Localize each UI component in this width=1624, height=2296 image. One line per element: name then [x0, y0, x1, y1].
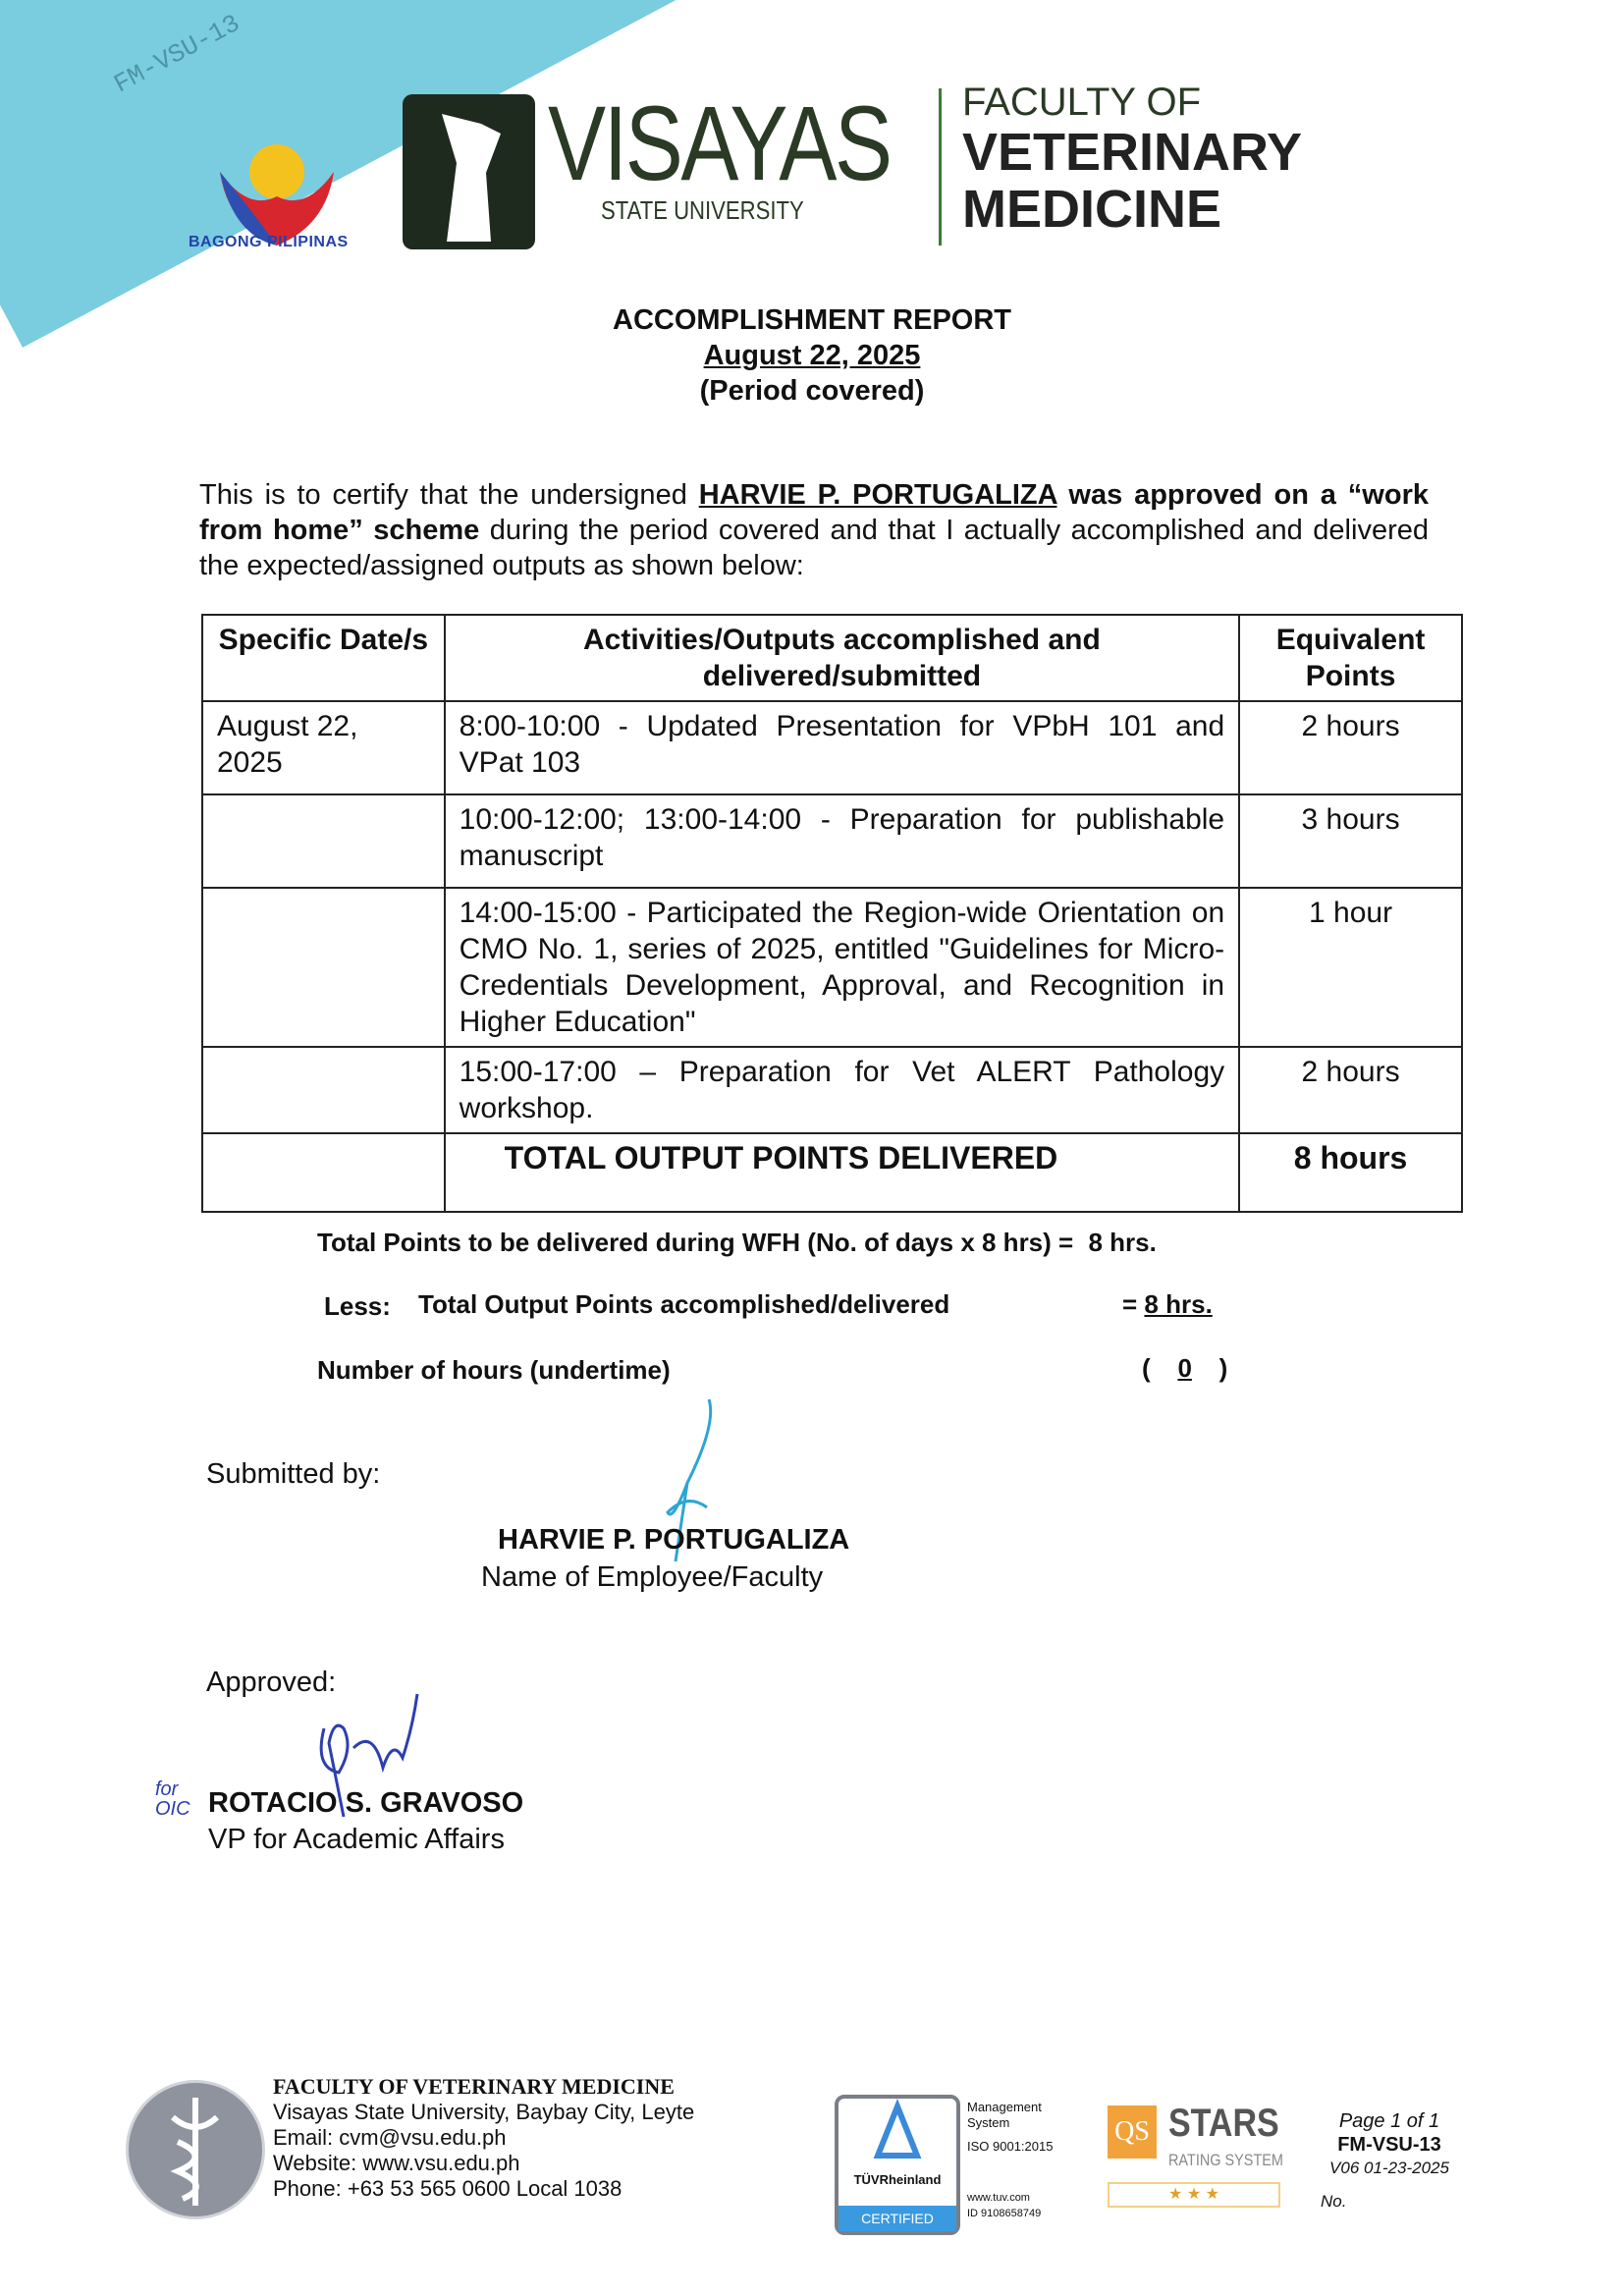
- vsu-logo-mark: [403, 94, 535, 249]
- cert-employee-name: HARVIE P. PORTUGALIZA: [698, 479, 1057, 511]
- tuv-certified-label: CERTIFIED: [839, 2206, 956, 2231]
- row-activity: 8:00-10:00 - Updated Presentation for VPbH 101 and VPat 103: [445, 701, 1239, 794]
- row-activity: 15:00-17:00 – Preparation for Vet ALERT Pathology workshop.: [445, 1047, 1239, 1133]
- employee-name: HARVIE P. PORTUGALIZA: [498, 1524, 850, 1556]
- accomplishment-table: [201, 614, 1463, 1213]
- tuv-triangle-icon: [839, 2099, 956, 2167]
- table-row: [202, 701, 1462, 794]
- bagong-pilipinas-label: BAGONG PILIPINAS: [189, 234, 349, 250]
- footer-email: Email: cvm@vsu.edu.ph: [273, 2125, 507, 2150]
- report-period-label: (Period covered): [699, 375, 925, 407]
- report-title: ACCOMPLISHMENT REPORT: [613, 304, 1011, 336]
- form-no-label: No.: [1321, 2192, 1347, 2211]
- total-label: TOTAL OUTPUT POINTS DELIVERED: [445, 1133, 1239, 1212]
- row-activity: 10:00-12:00; 13:00-14:00 - Preparation for publishable manuscript: [445, 794, 1239, 888]
- footer-contact: [273, 2074, 694, 2202]
- header-divider: [939, 88, 942, 246]
- summary-required-label: Total Points to be delivered during WFH (No. of days x 8 hrs) =: [317, 1228, 1074, 1257]
- table-total-row: [202, 1133, 1462, 1212]
- summary-delivered-eq: =: [1122, 1289, 1138, 1319]
- row-date: [202, 794, 445, 888]
- approver-name: ROTACIO S. GRAVOSO: [208, 1787, 524, 1819]
- footer-address: Visayas State University, Baybay City, Leyte: [273, 2100, 695, 2124]
- tuv-iso: ISO 9001:2015: [967, 2139, 1054, 2154]
- summary-line1: [317, 1228, 1157, 1258]
- summary-undertime-value: 0: [1177, 1353, 1192, 1383]
- row-activity: 14:00-15:00 - Participated the Region-wide Orientation on CMO No. 1, series of 2025, entitled "Guidelines for Micro-Credentials Development, Approval, and Recognition in Higher Education": [445, 888, 1239, 1047]
- row-points: 3 hours: [1239, 794, 1462, 888]
- report-period: August 22, 2025: [703, 340, 921, 371]
- summary-undertime-line: ( 0 ): [1142, 1353, 1228, 1383]
- summary-delivered-line: [1122, 1289, 1213, 1320]
- form-info: [1326, 2109, 1453, 2180]
- row-points: 2 hours: [1239, 1047, 1462, 1133]
- total-value: 8 hours: [1239, 1133, 1462, 1212]
- row-date: [202, 1047, 445, 1133]
- row-date: August 22, 2025: [202, 701, 445, 794]
- submitted-by-label: Submitted by:: [206, 1458, 381, 1490]
- approver-handwritten-note: for OIC: [155, 1778, 190, 1820]
- summary-undertime-label: Number of hours (undertime): [317, 1355, 671, 1385]
- qs-rating-system: RATING SYSTEM: [1168, 2151, 1283, 2169]
- summary-required-value: 8 hrs.: [1088, 1228, 1157, 1257]
- header-date: Specific Date/s: [202, 615, 445, 701]
- form-code: FM-VSU-13: [1337, 2134, 1441, 2156]
- summary-delivered-value: 8 hrs.: [1144, 1289, 1213, 1319]
- footer-phone: Phone: +63 53 565 0600 Local 1038: [273, 2176, 623, 2201]
- row-points: 2 hours: [1239, 701, 1462, 794]
- page-number: Page 1 of 1: [1338, 2110, 1440, 2132]
- employee-title: Name of Employee/Faculty: [481, 1561, 824, 1593]
- tuv-details: [967, 2100, 1065, 2221]
- tuv-site: www.tuv.com: [967, 2192, 1030, 2204]
- certification-paragraph: [199, 477, 1429, 583]
- footer-website: Website: www.vsu.edu.ph: [273, 2151, 520, 2175]
- faculty-line3: MEDICINE: [962, 180, 1222, 239]
- header-activities: Activities/Outputs accomplished and delivered/submitted: [445, 615, 1239, 701]
- row-date: [202, 888, 445, 1047]
- tuv-certified-badge: [835, 2095, 960, 2235]
- tuv-system: Management System: [967, 2100, 1042, 2130]
- total-empty-cell: [202, 1133, 445, 1212]
- tuv-brand: TÜVRheinland: [853, 2172, 942, 2187]
- table-row: [202, 1047, 1462, 1133]
- tuv-id: ID 9108658749: [967, 2208, 1042, 2219]
- table-row: [202, 888, 1462, 1047]
- summary-less-prefix: Less:: [324, 1291, 391, 1321]
- qs-stars-text: STARS: [1168, 2102, 1279, 2145]
- qs-logo: QS: [1108, 2105, 1157, 2159]
- vsu-logo-text: VISAYAS: [548, 83, 891, 202]
- footer-org: FACULTY OF VETERINARY MEDICINE: [273, 2074, 675, 2099]
- summary-delivered-label: Total Output Points accomplished/delivered: [418, 1289, 950, 1319]
- cert-wfh-statement: was approved on a “work from home” scheme: [199, 479, 1429, 546]
- qs-star-rating: ★ ★ ★: [1108, 2182, 1280, 2208]
- header-points: Equivalent Points: [1239, 615, 1462, 701]
- approver-title: VP for Academic Affairs: [208, 1824, 505, 1855]
- approved-label: Approved:: [206, 1667, 337, 1698]
- table-header-row: [202, 615, 1462, 701]
- cert-prefix: This is to certify that the undersigned: [199, 479, 699, 511]
- table-row: [202, 794, 1462, 888]
- cert-suffix: during the period covered and that I actually accomplished and delivered the expected/assigned outputs as shown below:: [199, 515, 1429, 581]
- form-version: V06 01-23-2025: [1329, 2159, 1449, 2177]
- vet-medicine-seal-icon: [126, 2080, 265, 2219]
- faculty-line1: FACULTY OF: [962, 81, 1202, 124]
- row-points: 1 hour: [1239, 888, 1462, 1047]
- vsu-logo-subtext: STATE UNIVERSITY: [601, 195, 804, 225]
- faculty-line2: VETERINARY: [962, 123, 1303, 182]
- tape-text: FM-VSU-13: [109, 8, 245, 100]
